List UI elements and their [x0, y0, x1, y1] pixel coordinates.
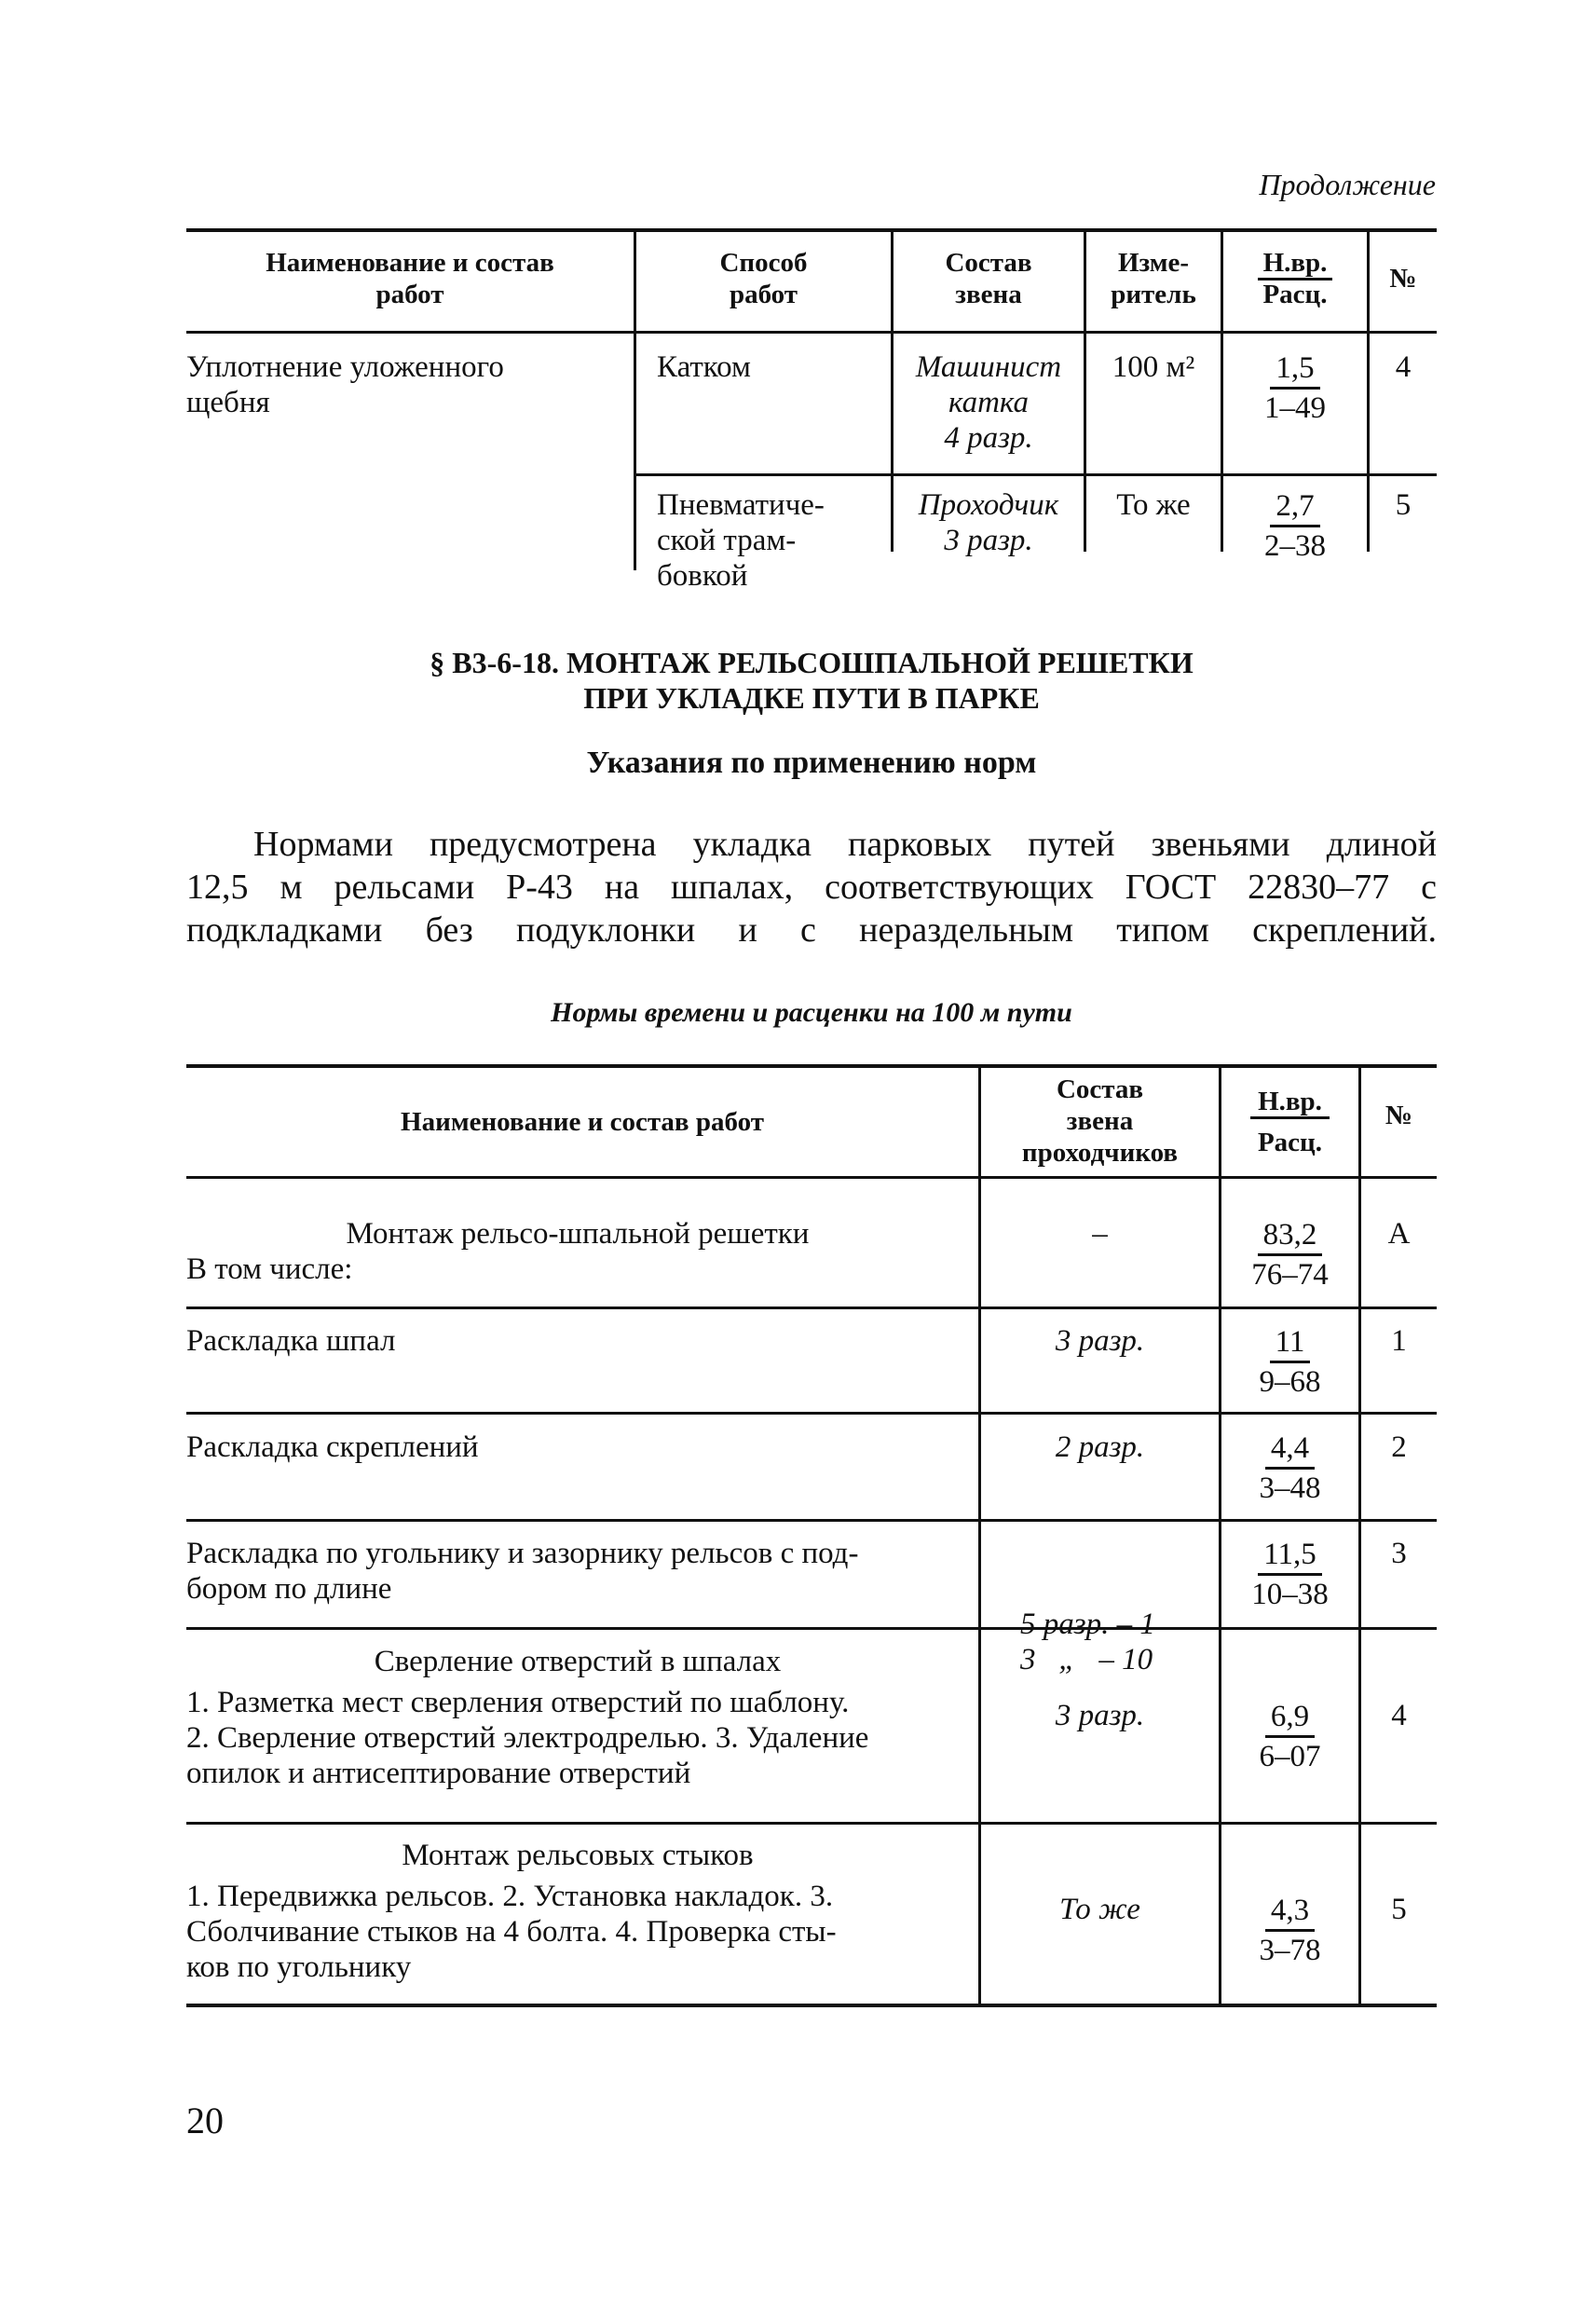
- table1-row1-no: 4: [1395, 350, 1412, 384]
- table2-header-no: №: [1385, 1101, 1413, 1130]
- table1-header-method: Способ работ: [719, 248, 808, 309]
- table1-header-unit: Изме- ритель: [1111, 248, 1196, 309]
- table2-row2-rate: 4,4 3–48: [1259, 1431, 1321, 1505]
- table2-row1-name: Раскладка шпал: [186, 1324, 396, 1358]
- table2-header-crew: Состав звена проходчиков: [1021, 1074, 1179, 1168]
- table2-row4-no: 4: [1391, 1699, 1407, 1732]
- table1-header-no: №: [1389, 264, 1417, 294]
- table2-row3-rate: 11,5 10–38: [1251, 1538, 1329, 1611]
- table1-row1-name: Уплотнение уложенного щебня: [186, 350, 504, 419]
- table2-row3-no: 3: [1391, 1537, 1407, 1570]
- table1-row2-rate: 2,7 2–38: [1264, 489, 1326, 563]
- table2-row2-name: Раскладка скреплений: [186, 1430, 479, 1464]
- table1-row2-no: 5: [1395, 488, 1412, 522]
- section-subtitle: Указания по применению норм: [586, 746, 1037, 780]
- table2-rowA-rate: 83,2 76–74: [1251, 1218, 1329, 1292]
- table1-row1-method: Катком: [657, 350, 751, 384]
- section-paragraph: Нормами предусмотрена укладка парковых путей звеньями длиной 12,5 м рельсами Р-43 на шпалах, соответствующих ГОСТ 22830–77 с подкладками без подуклонки и с нераздельным типом скреплений.: [186, 825, 1437, 950]
- table1-row1-rate: 1,5 1–49: [1264, 351, 1326, 425]
- table2-row5-crew: То же: [1059, 1893, 1140, 1926]
- table1-header-rule: [186, 331, 1437, 334]
- table2-row5-no: 5: [1391, 1893, 1407, 1926]
- table1-header-crew: Состав звена: [945, 248, 1032, 309]
- table2-row3-name: Раскладка по угольнику и зазорнику рельсов с под- бором по длине: [186, 1537, 859, 1606]
- table2-row4-rate: 6,9 6–07: [1259, 1700, 1321, 1773]
- table2-caption: Нормы времени и расценки на 100 м пути: [551, 997, 1072, 1028]
- table1-row-rule: [634, 473, 1437, 476]
- table2-header-rate: Н.вр. Расц.: [1221, 1081, 1358, 1163]
- continuation-label: Продолжение: [1259, 168, 1436, 201]
- table2-row5-rate: 4,3 3–78: [1259, 1894, 1321, 1967]
- table1-header-name: Наименование и состав работ: [266, 248, 554, 309]
- table2-row3-crew: 5 разр. – 1 3 „ – 10: [1020, 1607, 1155, 1676]
- table2-rowA-crew: –: [1092, 1217, 1108, 1251]
- table1-row2-method: Пневматиче- ской трам- бовкой: [657, 488, 825, 593]
- table1-top-rule: [186, 228, 1437, 232]
- table2-rowA-no: А: [1387, 1217, 1411, 1251]
- table1-row2-crew: Проходчик 3 разр.: [918, 488, 1059, 557]
- page-number: 20: [186, 2100, 224, 2141]
- table2-row2-no: 2: [1391, 1430, 1407, 1464]
- table2-row4-name: Сверление отверстий в шпалах 1. Разметка мест сверления отверстий по шаблону. 2. Сверление отверстий электродрелью. 3. Удаление опилок и антисептирование отверстий: [186, 1645, 869, 1790]
- table2-row1-crew: 3 разр.: [1055, 1324, 1145, 1358]
- table2-row1-no: 1: [1391, 1324, 1407, 1358]
- table2-top-rule: [186, 1064, 1437, 1068]
- table2-row4-crew: 3 разр.: [1055, 1699, 1145, 1732]
- table1-header-rate: Н.вр. Расц.: [1223, 247, 1367, 310]
- section-title: § В3-6-18. МОНТАЖ РЕЛЬСОШПАЛЬНОЙ РЕШЕТКИ ПРИ УКЛАДКЕ ПУТИ В ПАРКЕ: [430, 646, 1194, 715]
- table2-rowA-name: Монтаж рельсо-шпальной решетки В том числе:: [186, 1217, 810, 1286]
- table2-row5-name: Монтаж рельсовых стыков 1. Передвижка рельсов. 2. Установка накладок. 3. Сболчивание стыков на 4 болта. 4. Проверка сты- ков по угольнику: [186, 1839, 837, 1984]
- table2-bottom-rule: [186, 2004, 1437, 2007]
- table1-row1-unit: 100 м²: [1112, 350, 1195, 384]
- table2-header-rule: [186, 1176, 1437, 1179]
- table2-header-name: Наименование и состав работ: [401, 1107, 764, 1137]
- table1-row1-crew: Машинист катка 4 разр.: [915, 350, 1062, 455]
- table1-row2-unit: То же: [1116, 488, 1191, 522]
- table2-row1-rate: 11 9–68: [1259, 1325, 1321, 1399]
- table2-row2-crew: 2 разр.: [1055, 1430, 1145, 1464]
